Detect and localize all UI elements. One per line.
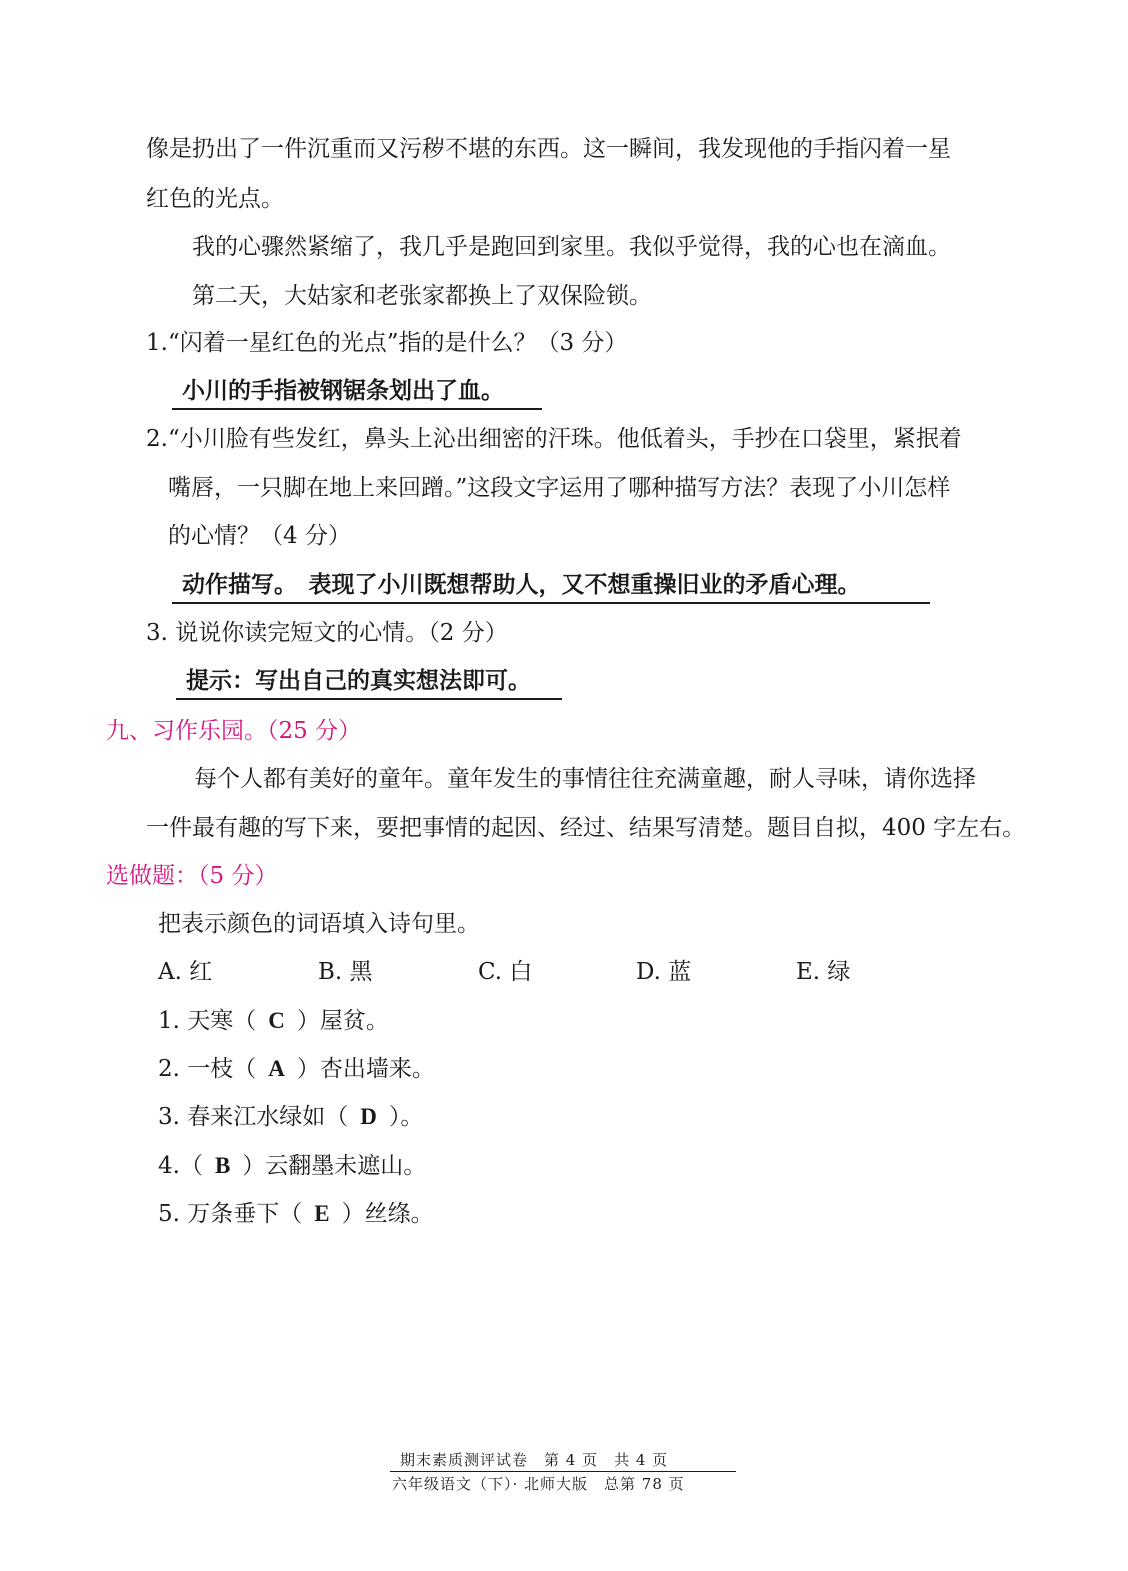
- option-b: B. 黑: [318, 959, 373, 985]
- passage-line: 红色的光点。: [146, 186, 284, 212]
- composition-text: 一件最有趣的写下来，要把事情的起因、经过、结果写清楚。题目自拟，400 字左右。: [146, 815, 1026, 841]
- fill-answer: D: [360, 1104, 377, 1129]
- question-3: 3. 说说你读完短文的心情。（2 分）: [146, 620, 508, 646]
- optional-instruction: 把表示颜色的词语填入诗句里。: [158, 911, 480, 937]
- question-2: 嘴唇，一只脚在地上来回蹭。”这段文字运用了哪种描写方法？表现了小川怎样: [168, 475, 951, 501]
- fill-item: 5. 万条垂下（ E ）丝绦。: [158, 1201, 434, 1227]
- section-heading-optional: 选做题：（5 分）: [106, 863, 278, 889]
- answer-3: 提示：写出自己的真实想法即可。: [176, 666, 562, 700]
- answer-1: 小川的手指被钢锯条划出了血。: [172, 376, 542, 410]
- footer-divider: [390, 1471, 736, 1472]
- footer-line-1: 期末素质测评试卷 第 4 页 共 4 页: [400, 1451, 669, 1469]
- option-e: E. 绿: [796, 959, 851, 985]
- question-1: 1.“闪着一星红色的光点”指的是什么？（3 分）: [146, 330, 628, 356]
- answer-2: 动作描写。 表现了小川既想帮助人，又不想重操旧业的矛盾心理。: [172, 570, 930, 604]
- fill-item: 1. 天寒（ C ）屋贫。: [158, 1008, 389, 1034]
- passage-line: 像是扔出了一件沉重而又污秽不堪的东西。这一瞬间，我发现他的手指闪着一星: [146, 136, 951, 162]
- question-2: 的心情？（4 分）: [168, 523, 351, 549]
- option-d: D. 蓝: [636, 959, 692, 985]
- passage-line: 我的心骤然紧缩了，我几乎是跑回到家里。我似乎觉得，我的心也在滴血。: [192, 234, 951, 260]
- passage-line: 第二天，大姑家和老张家都换上了双保险锁。: [192, 283, 652, 309]
- section-heading-composition: 九、习作乐园。（25 分）: [106, 718, 362, 744]
- fill-item: 2. 一枝（ A ）杏出墙来。: [158, 1056, 435, 1082]
- option-c: C. 白: [478, 959, 533, 985]
- fill-answer: C: [268, 1008, 285, 1033]
- footer-line-2: 六年级语文（下）· 北师大版 总第 78 页: [392, 1475, 685, 1493]
- fill-answer: E: [314, 1201, 330, 1226]
- fill-item: 3. 春来江水绿如（ D ）。: [158, 1104, 424, 1130]
- fill-answer: A: [268, 1056, 285, 1081]
- question-2: 2.“小川脸有些发红，鼻头上沁出细密的汗珠。他低着头，手抄在口袋里，紧抿着: [146, 426, 962, 452]
- fill-answer: B: [214, 1153, 231, 1178]
- option-a: A. 红: [158, 959, 213, 985]
- composition-text: 每个人都有美好的童年。童年发生的事情往往充满童趣，耐人寻味，请你选择: [194, 766, 976, 792]
- fill-item: 4.（ B ）云翻墨未遮山。: [158, 1153, 427, 1179]
